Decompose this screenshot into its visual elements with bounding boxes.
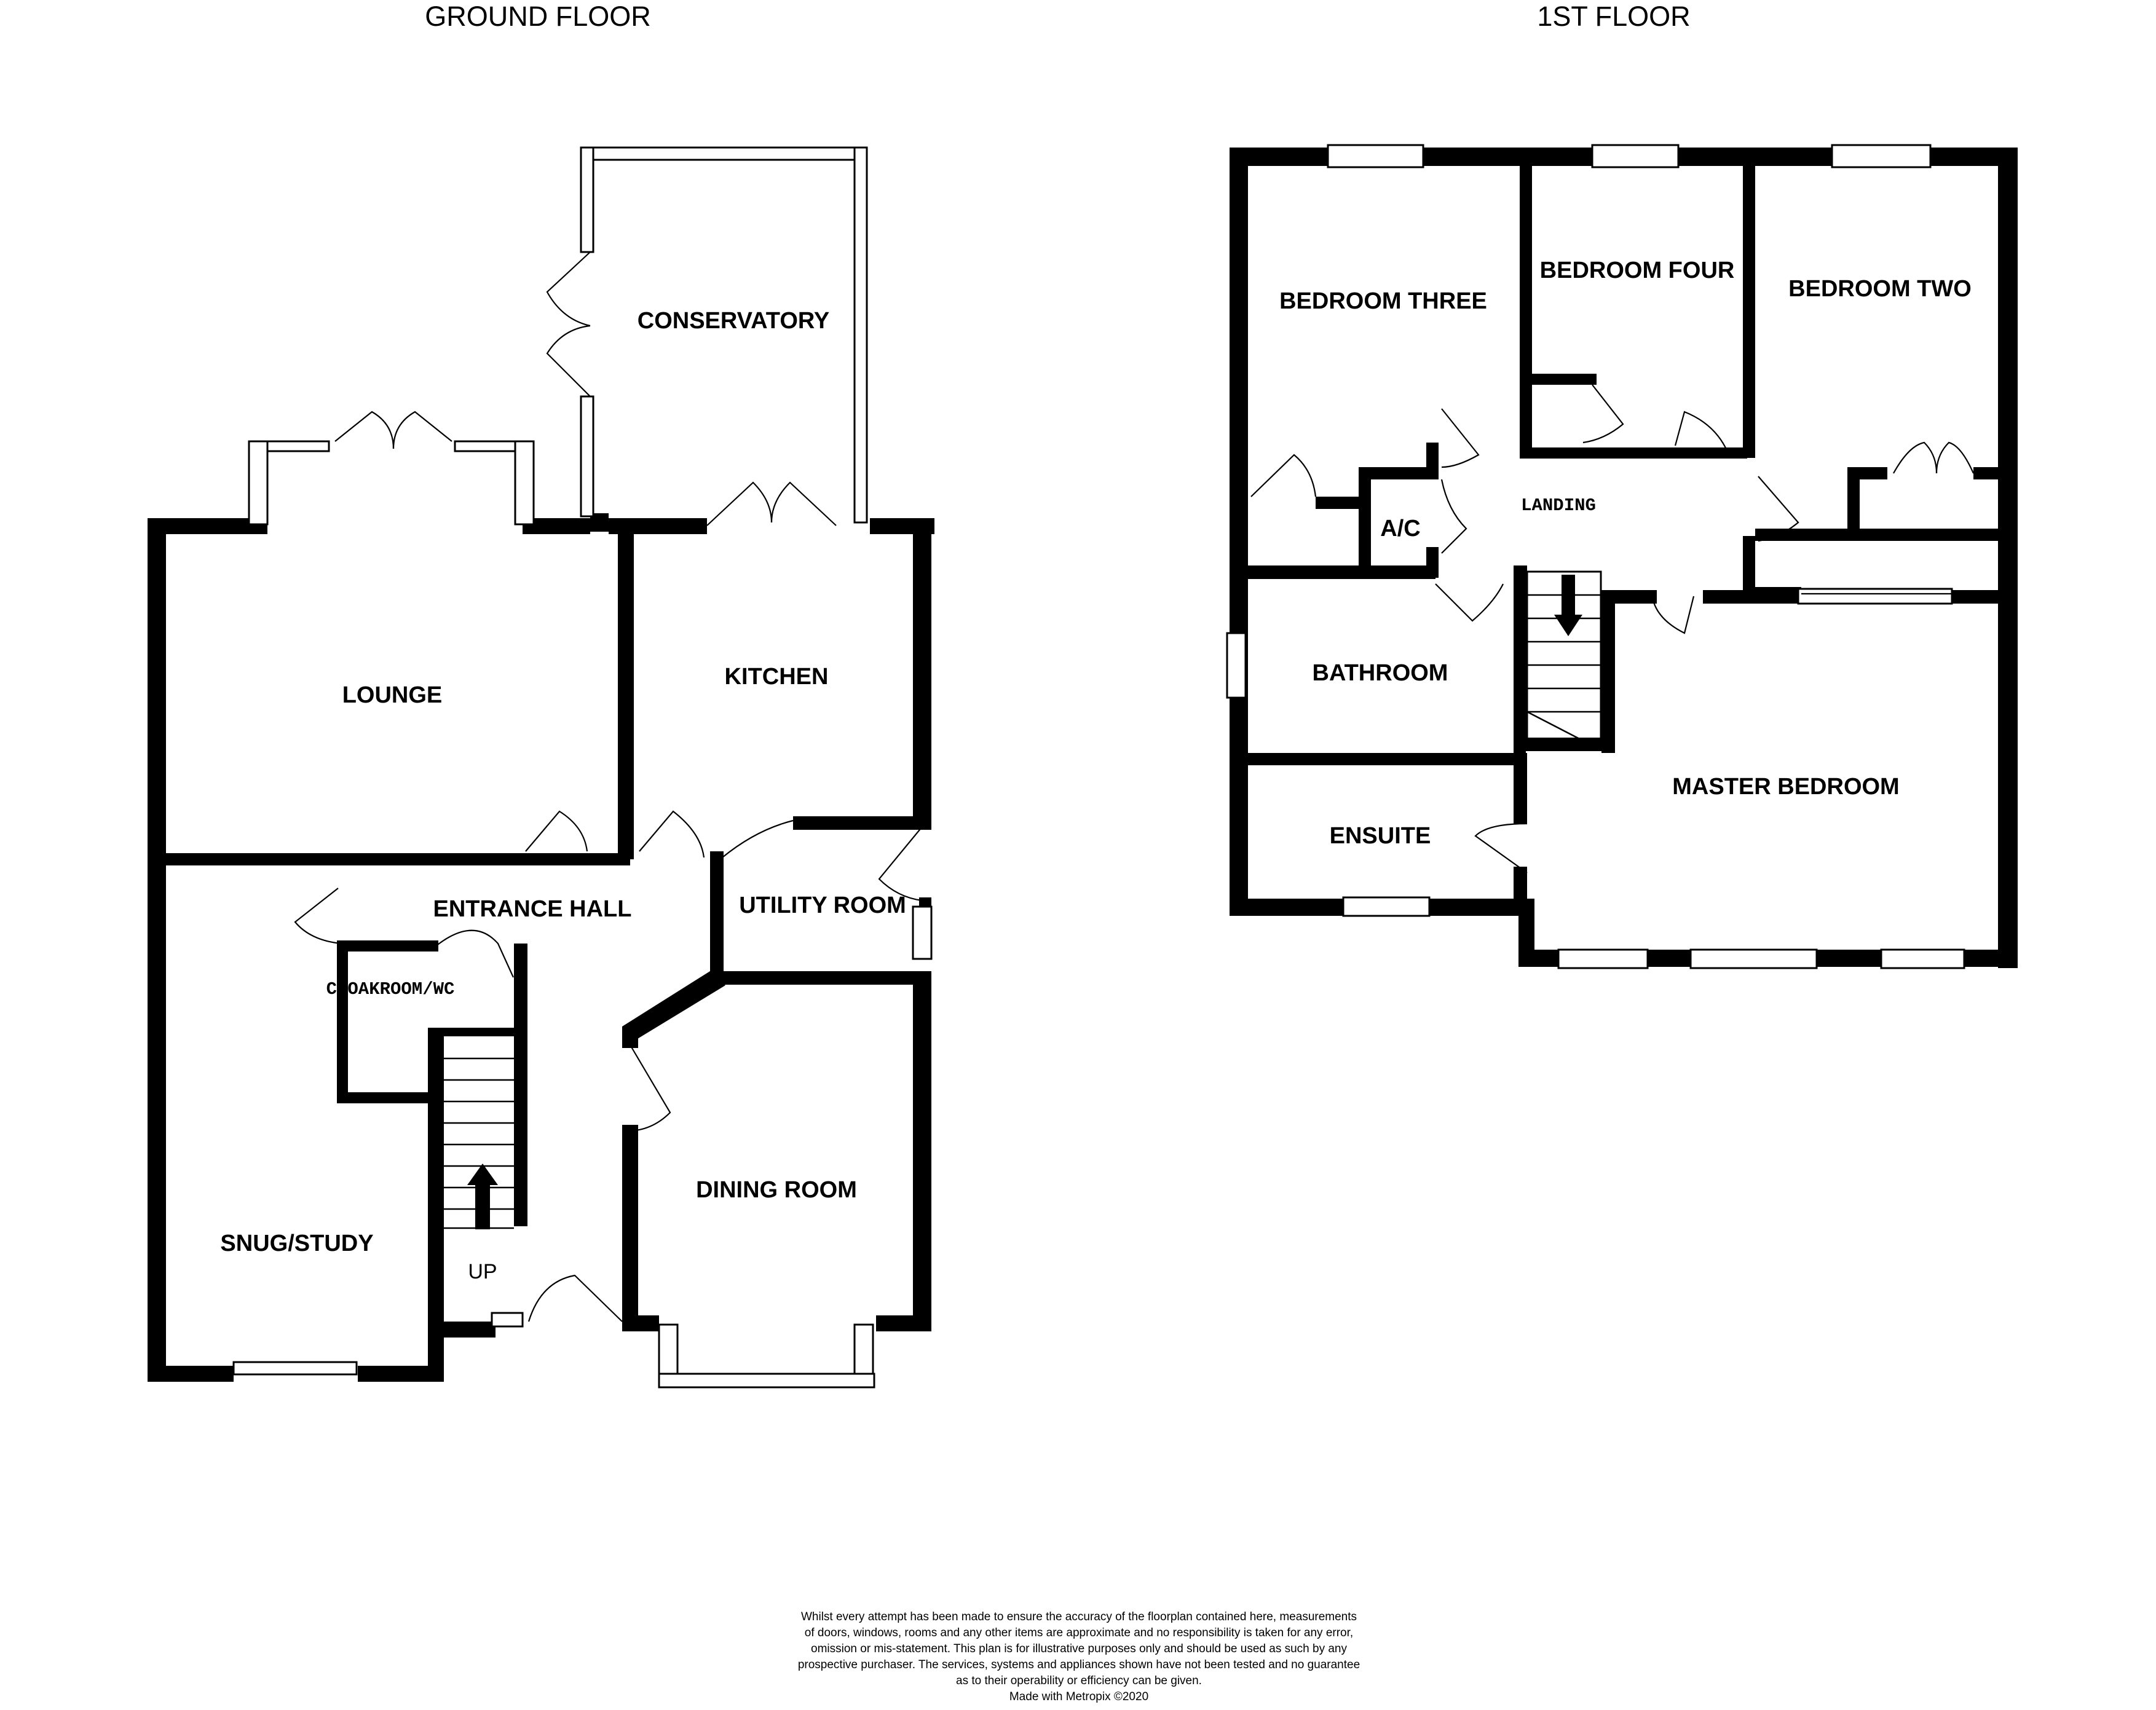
room-label-bedroom-four: BEDROOM FOUR — [1539, 258, 1735, 283]
room-label-bathroom: BATHROOM — [1312, 660, 1448, 686]
room-label-conservatory: CONSERVATORY — [637, 308, 830, 334]
room-label-dining-room: DINING ROOM — [696, 1177, 857, 1203]
first-floor-plan — [1227, 145, 2018, 968]
room-label-airing-cupboard: A/C — [1380, 516, 1421, 542]
stairs-up-arrow-icon — [467, 1164, 498, 1229]
disclaimer-line: Whilst every attempt has been made to ensure the accuracy of the floorplan contained here, measurements — [800, 1610, 1357, 1623]
room-label-snug-study: SNUG/STUDY — [220, 1231, 374, 1256]
room-label-entrance-hall: ENTRANCE HALL — [433, 896, 632, 922]
disclaimer-line: prospective purchaser. The services, systems and appliances shown have not been tested and no guarantee — [797, 1658, 1360, 1671]
room-label-bedroom-three: BEDROOM THREE — [1279, 288, 1487, 314]
room-label-utility-room: UTILITY ROOM — [739, 892, 906, 918]
first-floor-title: 1ST FLOOR — [1537, 1, 1691, 32]
ground-floor-doors — [295, 252, 922, 1322]
ground-floor-plan — [148, 148, 934, 1387]
ground-floor-title: GROUND FLOOR — [425, 1, 651, 32]
stairs-down-arrow-icon — [1554, 575, 1582, 636]
room-label-bedroom-two: BEDROOM TWO — [1788, 276, 1972, 302]
room-label-lounge: LOUNGE — [342, 682, 443, 708]
disclaimer-line: of doors, windows, rooms and any other items are approximate and no responsibility is taken for any error, — [804, 1626, 1354, 1639]
metropix-credit: Made with Metropix ©2020 — [1009, 1690, 1149, 1703]
room-label-landing: LANDING — [1521, 495, 1596, 516]
room-label-kitchen: KITCHEN — [724, 664, 829, 690]
disclaimer-line: as to their operability or efficiency can be given. — [956, 1674, 1202, 1687]
disclaimer-line: omission or mis-statement. This plan is for illustrative purposes only and should be used as such by any — [811, 1642, 1347, 1655]
room-label-master-bedroom: MASTER BEDROOM — [1672, 774, 1900, 800]
room-label-ensuite: ENSUITE — [1329, 823, 1431, 849]
disclaimer-text — [707, 1609, 1451, 1705]
stairs-up-label: UP — [468, 1260, 497, 1283]
room-label-cloakroom: CLOAKROOM/WC — [326, 979, 455, 999]
